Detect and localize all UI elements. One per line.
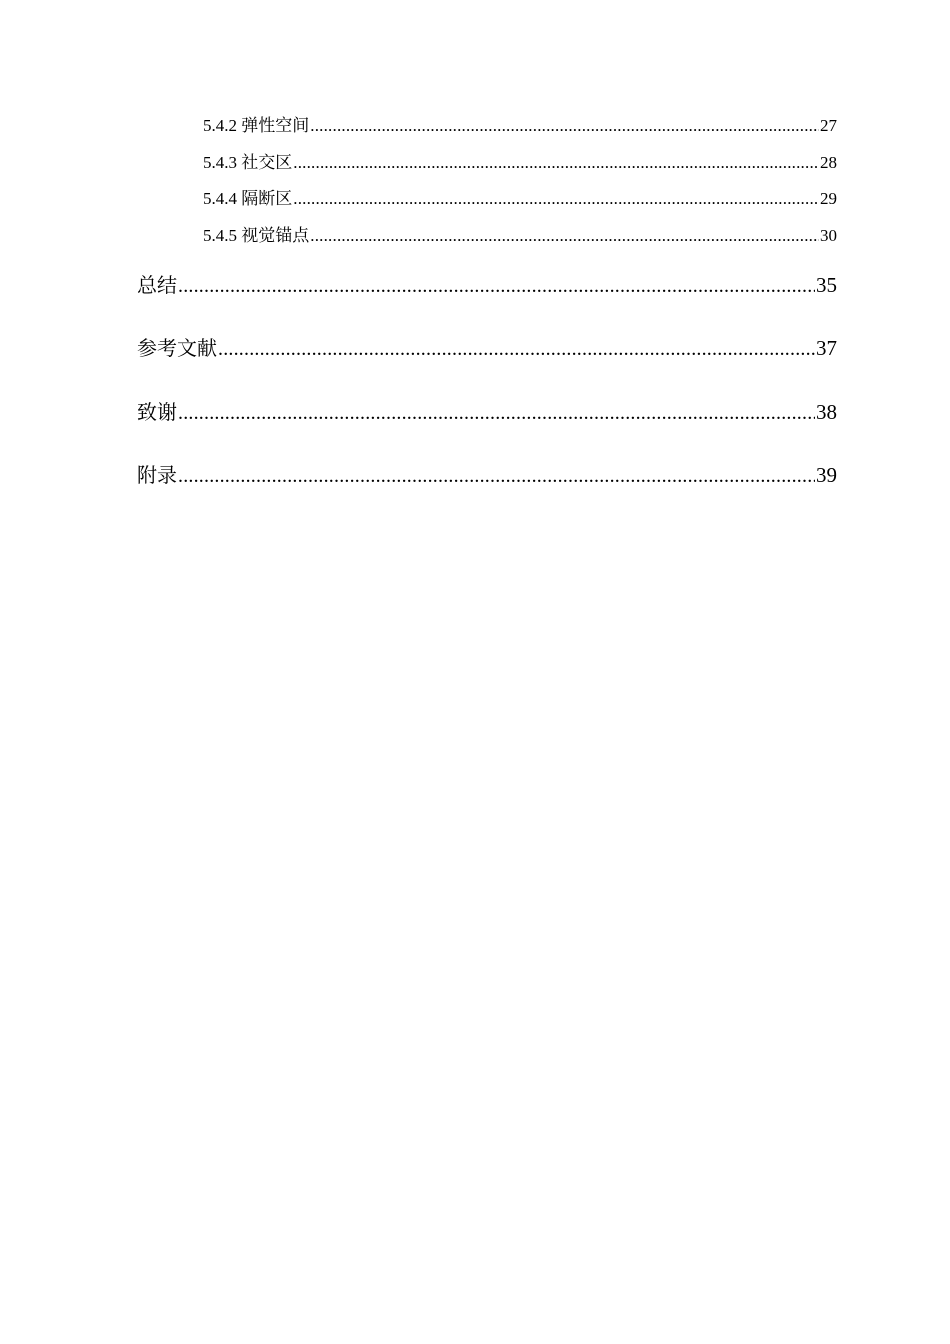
toc-entry-5-4-2[interactable] bbox=[203, 115, 837, 137]
toc-entry-label: 5.4.3 社交区 bbox=[203, 153, 293, 172]
toc-entry-references[interactable] bbox=[137, 335, 837, 362]
dot-leader bbox=[310, 225, 819, 247]
toc-entry-page-number: 30 bbox=[820, 226, 837, 245]
toc-entry-page-number: 29 bbox=[820, 189, 837, 208]
toc-entry-5-4-5[interactable] bbox=[203, 225, 837, 247]
toc-entry-label: 附录 bbox=[137, 463, 177, 487]
toc-entry-page-number: 27 bbox=[820, 116, 837, 135]
toc-entry-page-number: 39 bbox=[816, 463, 837, 487]
toc-entry-label: 5.4.4 隔断区 bbox=[203, 189, 293, 208]
dot-leader bbox=[178, 400, 815, 426]
toc-entry-appendix[interactable] bbox=[137, 462, 837, 489]
toc-entry-5-4-4[interactable] bbox=[203, 188, 837, 210]
dot-leader bbox=[310, 115, 819, 137]
dot-leader bbox=[178, 273, 815, 299]
dot-leader bbox=[218, 336, 815, 362]
dot-leader bbox=[293, 188, 819, 210]
toc-entry-label: 5.4.5 视觉锚点 bbox=[203, 226, 310, 245]
toc-entry-page-number: 37 bbox=[816, 336, 837, 360]
toc-entry-summary[interactable] bbox=[137, 272, 837, 299]
dot-leader bbox=[293, 152, 819, 174]
toc-entry-page-number: 28 bbox=[820, 153, 837, 172]
toc-entry-page-number: 35 bbox=[816, 273, 837, 297]
toc-entry-label: 致谢 bbox=[137, 400, 177, 424]
toc-entry-label: 参考文献 bbox=[137, 336, 217, 360]
toc-entry-5-4-3[interactable] bbox=[203, 152, 837, 174]
toc-entry-page-number: 38 bbox=[816, 400, 837, 424]
toc-entry-label: 总结 bbox=[137, 273, 177, 297]
toc-entry-label: 5.4.2 弹性空间 bbox=[203, 116, 310, 135]
dot-leader bbox=[178, 463, 815, 489]
toc-entry-acknowledgements[interactable] bbox=[137, 399, 837, 426]
